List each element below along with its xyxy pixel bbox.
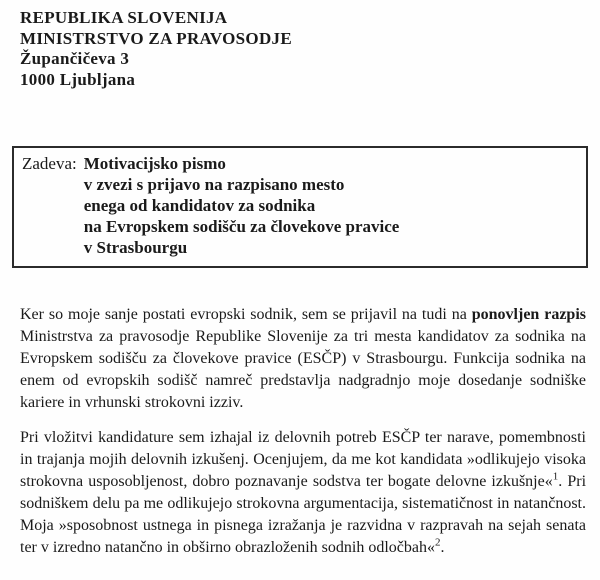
- letterhead-line-city: 1000 Ljubljana: [20, 69, 136, 89]
- letterhead-line-ministry: MINISTRSTVO ZA PRAVOSODJE: [20, 28, 292, 48]
- paragraph-1-rest: Ministrstva za pravosodje Republike Slovenije za tri mesta kandidatov za sodnika na Evropskem sodišču za človekove pravice (ESČP) v Strasbourgu. Funkcija sodnika na enem od evropskih sodišč namreč predstavlja nadgradnjo moje dosedanje sodniške kariere in vrhunski strokovni izziv.: [20, 328, 586, 411]
- letterhead: [20, 8, 292, 90]
- paragraph-1-bold-phrase: ponovljen razpis: [471, 306, 587, 323]
- subject-lines: [84, 153, 400, 258]
- footnote-marker-2: 2: [435, 536, 441, 549]
- subject-line: v zvezi s prijavo na razpisano mesto: [83, 175, 345, 194]
- subject-line: enega od kandidatov za sodnika: [83, 196, 316, 215]
- paragraph-2-part-2: . Pri sodniškem delu pa me odlikujejo strokovna argumentacija, sistematičnost in natančnost. Moja »sposobnost ustnega in pisnega izražanja je razvidna v razpravah na sejah senata ter v izredno natančno in obširno obrazloženih sodnih odločbah«: [20, 473, 587, 556]
- body-paragraph-2: [20, 427, 586, 559]
- body-paragraph-1: [20, 304, 586, 414]
- subject-box: [12, 146, 588, 268]
- footnote-marker-1: 1: [552, 470, 559, 483]
- letter-body: [20, 304, 586, 572]
- paragraph-2-part-3: .: [440, 539, 445, 556]
- subject-line-title: Motivacijsko pismo: [83, 154, 226, 173]
- subject-line: v Strasbourgu: [83, 238, 188, 257]
- subject-line: na Evropskem sodišču za človekove pravice: [83, 217, 400, 236]
- letterhead-line-country: REPUBLIKA SLOVENIJA: [20, 8, 228, 27]
- paragraph-2-part-1: Pri vložitvi kandidature sem izhajal iz delovnih potreb ESČP ter narave, pomembnosti in trajanja mojih delovnih izkušenj. Ocenjujem, da me kot kandidata »odlikujejo visoka strokovna usposobljenost, dobro poznavanje sodstva ter bogate delovne izkušnje«: [20, 429, 586, 490]
- letterhead-line-street: Župančičeva 3: [20, 49, 130, 68]
- subject-label: Zadeva:: [22, 154, 77, 173]
- paragraph-1-lead: Ker so moje sanje postati evropski sodnik, sem se prijavil na tudi na: [20, 306, 472, 323]
